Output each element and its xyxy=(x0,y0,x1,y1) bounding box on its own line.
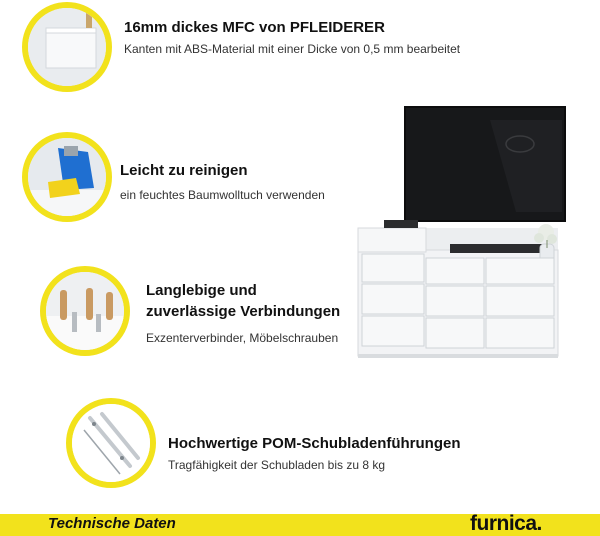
feature-title-connectors-line2: zuverlässige Verbindungen xyxy=(146,303,341,320)
feature-desc-runners: Tragfähigkeit der Schubladen bis zu 8 kg xyxy=(168,458,386,472)
brand-logo: furnica. xyxy=(470,512,542,535)
feature-desc-mfc: Kanten mit ABS-Material mit einer Dicke von 0,5 mm bearbeitet xyxy=(124,42,461,56)
mfc-board-image xyxy=(22,2,112,92)
feature-title-runners: Hochwertige POM-Schubladenführungen xyxy=(168,435,461,452)
cleaning-image xyxy=(22,132,112,222)
feature-title-cleaning: Leicht zu reinigen xyxy=(120,162,248,179)
feature-desc-connectors: Exzenterverbinder, Möbelschrauben xyxy=(146,331,339,345)
technical-data-label: Technische Daten xyxy=(48,515,176,532)
connectors-image xyxy=(40,266,130,356)
drawer-runners-image xyxy=(66,398,156,488)
feature-desc-cleaning: ein feuchtes Baumwolltuch verwenden xyxy=(120,188,325,202)
feature-title-connectors-line1: Langlebige und xyxy=(146,282,257,299)
dresser-with-tv-illustration xyxy=(340,100,590,390)
soundbar xyxy=(450,244,546,253)
feature-title-mfc: 16mm dickes MFC von PFLEIDERER xyxy=(124,19,385,36)
